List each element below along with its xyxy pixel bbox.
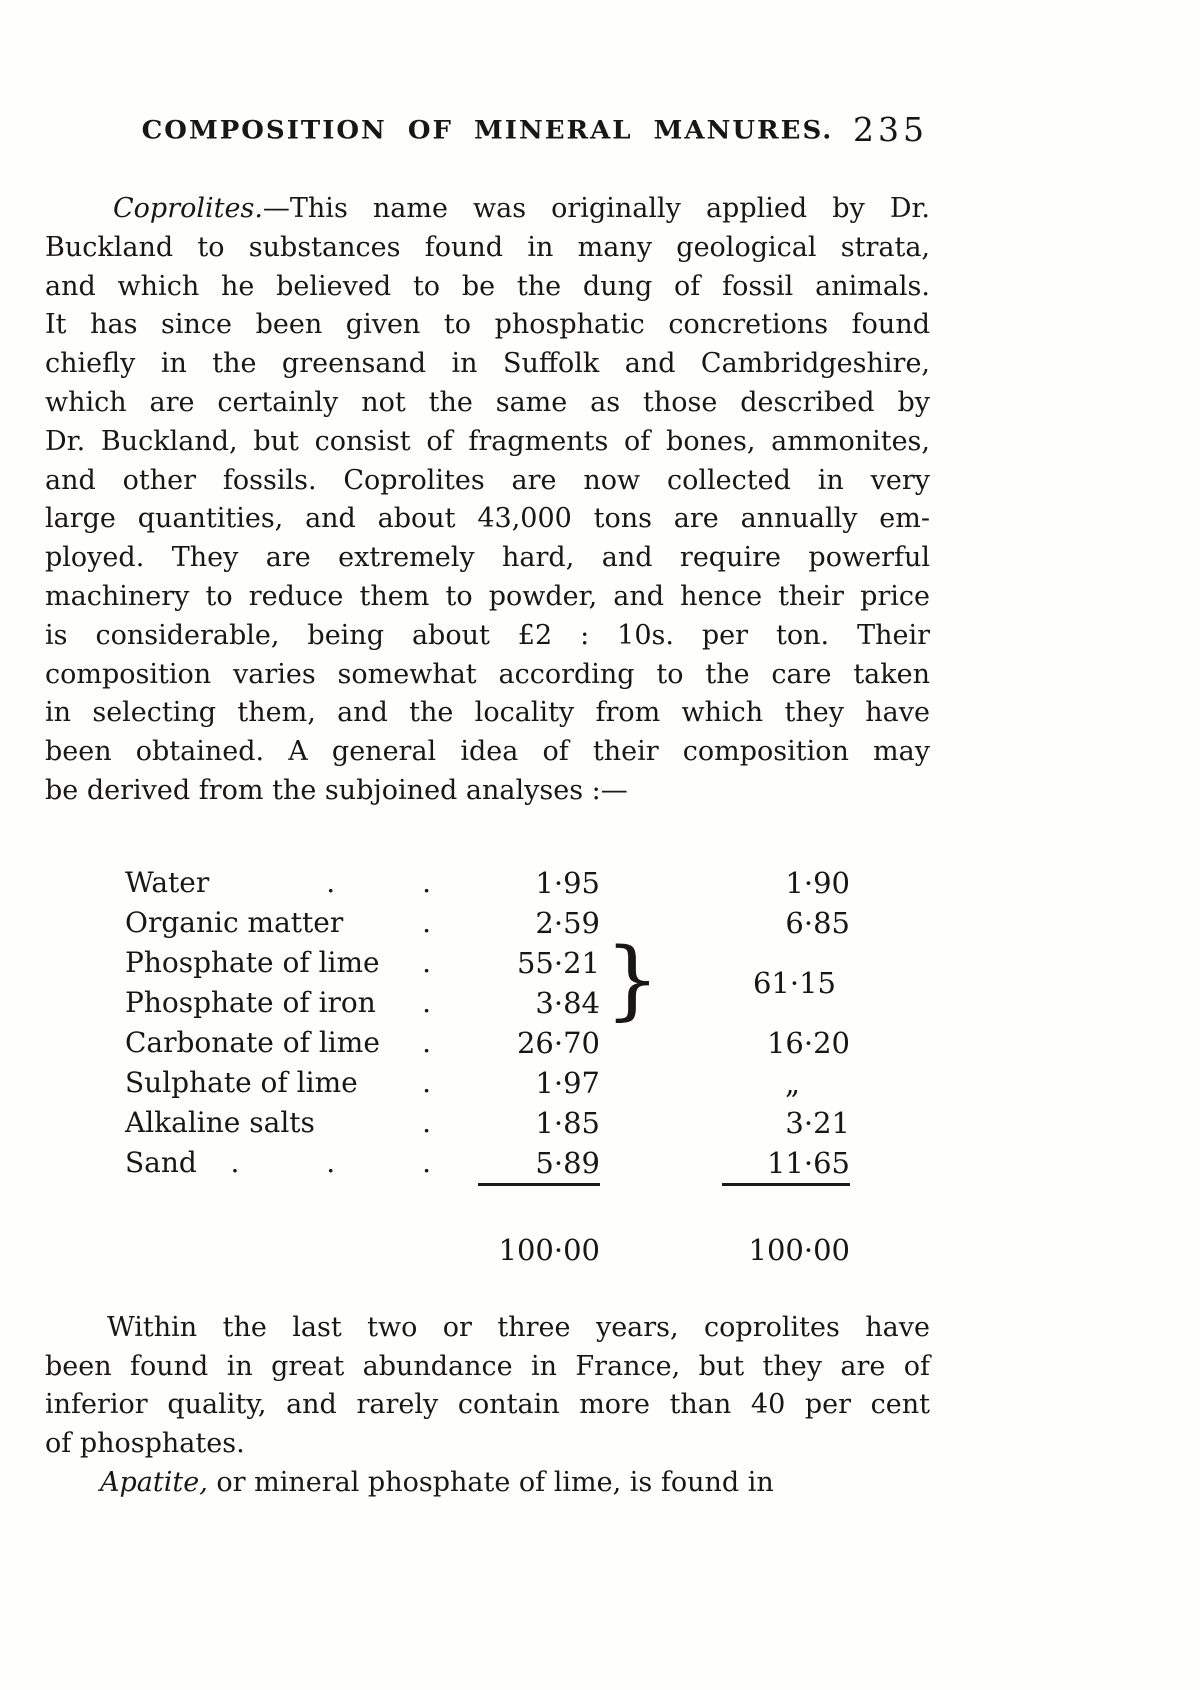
total-rule-col1 [478,1183,600,1186]
row-label-cell [125,943,445,983]
value-col2: 11·65 [766,1145,850,1180]
row-label: Water [125,865,210,899]
brace-column [600,1143,650,1183]
brace-column [600,863,650,903]
row-label-cell [125,903,445,943]
text-line: It has since been given to phosphatic concretions found [45,309,930,341]
total-col1: 100·00 [498,1232,600,1267]
analysis-table [125,863,850,1269]
paragraph-france [45,1309,930,1464]
total-col2: 100·00 [748,1232,850,1267]
row-label: Phosphate of iron [125,985,376,1019]
total-rules [125,1183,850,1217]
leader-dots: . [422,985,431,1019]
value-col2: „ [784,1065,802,1100]
text-line: been obtained. A general idea of their composition may [45,736,930,768]
value-col1: 5·89 [535,1145,600,1180]
italic-lead-word: Apatite, [100,1466,208,1498]
table-row [125,1143,850,1183]
text-block [45,0,930,1503]
text-line: chiefly in the greensand in Suffolk and Cambridgeshire, [45,348,930,380]
table-row [125,1103,850,1143]
totals-row [125,1217,850,1269]
value-col2: 1·90 [785,865,850,900]
text-line: be derived from the subjoined analyses :— [45,774,628,806]
value-col1: 55·21 [516,945,600,980]
text-line: which are certainly not the same as those described by [45,386,930,418]
text-line: and other fossils. Coprolites are now collected in very [45,464,930,496]
text-line: been found in great abundance in France, but they are of [45,1350,930,1382]
row-label: Alkaline salts [125,1105,315,1139]
leader-dots: . [422,1025,431,1059]
value-col2: 6·85 [785,905,850,940]
row-label-cell [125,1023,445,1063]
row-label-cell [125,1063,445,1103]
row-label: Sand [125,1145,197,1179]
text-line: Buckland to substances found in many geological strata, [45,231,930,263]
value-col1: 1·85 [535,1105,600,1140]
merged-value: 61·15 [752,965,836,1000]
brace-column [600,1103,650,1143]
brace-column [600,1063,650,1103]
text-line [45,1464,930,1503]
leader-dots: . [422,905,431,939]
text-line: inferior quality, and rarely contain more than 40 per cent [45,1389,930,1421]
leader-dots: . [422,945,431,979]
table-row [125,943,850,983]
text-line: is considerable, being about £2 : 10s. per ton. Their [45,619,930,651]
row-label-cell [125,983,445,1023]
row-label-cell [125,1103,445,1143]
text-line: composition varies somewhat according to the care taken [45,658,930,690]
leader-dots: . . [326,865,431,899]
italic-lead-word: Coprolites. [113,193,263,224]
text-line: machinery to reduce them to powder, and hence their price [45,580,930,612]
running-header [45,110,930,152]
row-label: Sulphate of lime [125,1065,358,1099]
value-col1: 3·84 [535,985,600,1020]
row-label: Phosphate of lime [125,945,380,979]
text-line: in selecting them, and the locality from which they have [45,697,930,729]
text-line: of phosphates. [45,1428,245,1460]
value-col1: 2·59 [535,905,600,940]
value-col1: 26·70 [516,1025,600,1060]
table-row [125,903,850,943]
text-line: and which he believed to be the dung of fossil animals. [45,270,930,302]
text-line: ployed. They are extremely hard, and require powerful [45,542,930,574]
row-label: Carbonate of lime [125,1025,380,1059]
running-title: COMPOSITION OF MINERAL MANURES. [141,116,834,146]
table-row [125,1063,850,1103]
table-row [125,983,850,1023]
text-line: Within the last two or three years, coprolites have [107,1311,930,1343]
paragraph-apatite [45,1464,930,1503]
value-col2: 3·21 [785,1105,850,1140]
row-label: Organic matter [125,905,344,939]
paragraph-coprolites [45,190,930,811]
text-line [45,190,930,229]
leader-dots: . [422,1105,431,1139]
value-col1: 1·97 [535,1065,600,1100]
table-row [125,863,850,903]
total-rule-col2 [722,1183,850,1186]
leader-dots: . . . [230,1145,431,1179]
table-row [125,1023,850,1063]
grouping-brace: } [605,929,660,1030]
row-label-cell [125,863,445,903]
page-number: 235 [853,110,928,149]
text-line: Dr. Buckland, but consist of fragments of bones, ammonites, [45,425,930,457]
text-line-rest: —This name was originally applied by Dr. [262,193,930,224]
value-col2: 16·20 [766,1025,850,1060]
leader-dots: . [422,1065,431,1099]
text-line-rest: or mineral phosphate of lime, is found in [207,1466,774,1498]
value-col1: 1·95 [535,865,600,900]
text-line: large quantities, and about 43,000 tons are annually em- [45,503,930,535]
row-label-cell [125,1143,445,1183]
